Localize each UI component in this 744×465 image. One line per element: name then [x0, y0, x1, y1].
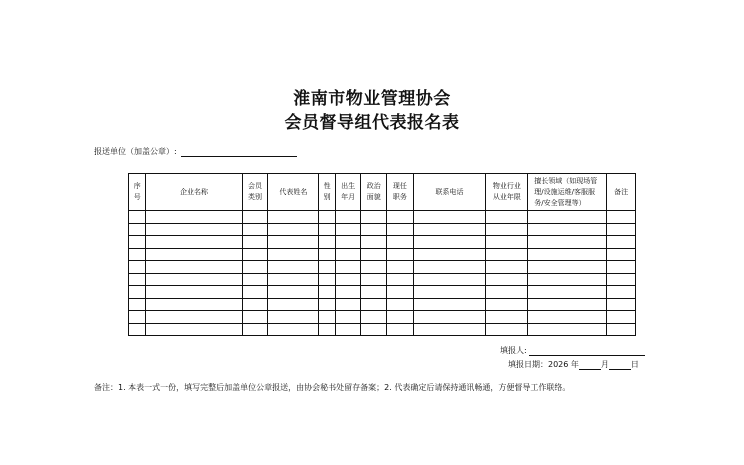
table-cell[interactable]	[486, 248, 528, 261]
header-position: 现任职务	[387, 174, 414, 211]
table-cell[interactable]	[413, 298, 486, 311]
table-cell[interactable]	[387, 286, 414, 299]
table-row	[129, 323, 636, 336]
table-cell[interactable]	[387, 323, 414, 336]
header-rep-name: 代表姓名	[268, 174, 319, 211]
month-label: 月	[600, 360, 609, 369]
filler-blank-line[interactable]	[529, 345, 645, 356]
date-row	[508, 358, 645, 370]
table-cell[interactable]	[486, 261, 528, 274]
filler-row	[500, 344, 645, 356]
table-cell[interactable]	[607, 211, 636, 224]
table-cell[interactable]	[387, 311, 414, 324]
table-cell[interactable]	[486, 211, 528, 224]
table-cell[interactable]	[387, 211, 414, 224]
table-cell[interactable]	[319, 323, 335, 336]
header-expertise: 擅长领域（如现场管理/设施运维/客服服务/安全管理等）	[528, 174, 607, 211]
table-cell[interactable]	[268, 211, 319, 224]
table-cell[interactable]	[319, 298, 335, 311]
table-cell[interactable]	[129, 223, 146, 236]
table-cell[interactable]	[387, 298, 414, 311]
table-cell[interactable]	[413, 323, 486, 336]
table-cell[interactable]	[528, 273, 607, 286]
table-cell[interactable]	[528, 211, 607, 224]
table-cell[interactable]	[413, 223, 486, 236]
header-political-status: 政治面貌	[361, 174, 387, 211]
month-blank-line[interactable]	[579, 359, 601, 370]
table-cell[interactable]	[268, 311, 319, 324]
table-cell[interactable]	[387, 223, 414, 236]
table-cell[interactable]	[486, 286, 528, 299]
unit-field	[94, 146, 297, 157]
header-member-type: 会员类别	[242, 174, 268, 211]
table-cell[interactable]	[146, 311, 242, 324]
table-cell[interactable]	[413, 273, 486, 286]
table-cell[interactable]	[528, 323, 607, 336]
table-cell[interactable]	[129, 286, 146, 299]
table-cell[interactable]	[268, 248, 319, 261]
table-cell[interactable]	[387, 236, 414, 249]
table-cell[interactable]	[335, 311, 361, 324]
table-cell[interactable]	[335, 273, 361, 286]
table-cell[interactable]	[146, 286, 242, 299]
table-cell[interactable]	[361, 248, 387, 261]
table-cell[interactable]	[528, 261, 607, 274]
table-cell[interactable]	[319, 261, 335, 274]
table-cell[interactable]	[146, 261, 242, 274]
table-row	[129, 273, 636, 286]
table-cell[interactable]	[319, 286, 335, 299]
unit-label: 报送单位（加盖公章）:	[94, 147, 177, 156]
table-cell[interactable]	[413, 311, 486, 324]
table-cell[interactable]	[146, 273, 242, 286]
table-cell[interactable]	[335, 286, 361, 299]
header-company-name: 企业名称	[146, 174, 242, 211]
title-line-1: 淮南市物业管理协会	[293, 89, 451, 109]
table-cell[interactable]	[242, 323, 268, 336]
table-cell[interactable]	[268, 273, 319, 286]
table-cell[interactable]	[129, 311, 146, 324]
table-cell[interactable]	[335, 261, 361, 274]
table-cell[interactable]	[146, 236, 242, 249]
table-cell[interactable]	[607, 248, 636, 261]
table-cell[interactable]	[268, 236, 319, 249]
table-cell[interactable]	[486, 311, 528, 324]
table-cell[interactable]	[242, 286, 268, 299]
table-cell[interactable]	[486, 236, 528, 249]
table-cell[interactable]	[607, 323, 636, 336]
table-cell[interactable]	[319, 236, 335, 249]
table-cell[interactable]	[607, 273, 636, 286]
table-cell[interactable]	[486, 223, 528, 236]
table-cell[interactable]	[129, 261, 146, 274]
table-cell[interactable]	[335, 298, 361, 311]
table-cell[interactable]	[361, 298, 387, 311]
table-cell[interactable]	[242, 261, 268, 274]
table-cell[interactable]	[242, 236, 268, 249]
table-cell[interactable]	[335, 323, 361, 336]
table-cell[interactable]	[486, 323, 528, 336]
table-cell[interactable]	[146, 248, 242, 261]
table-cell[interactable]	[413, 211, 486, 224]
table-row	[129, 236, 636, 249]
table-cell[interactable]	[319, 248, 335, 261]
table-cell[interactable]	[361, 323, 387, 336]
table-row	[129, 261, 636, 274]
table-cell[interactable]	[528, 298, 607, 311]
table-cell[interactable]	[242, 211, 268, 224]
table-cell[interactable]	[129, 298, 146, 311]
header-birth: 出生年月	[335, 174, 361, 211]
table-body	[129, 211, 636, 336]
date-label: 填报日期：2026 年	[508, 360, 579, 369]
table-row	[129, 211, 636, 224]
table-cell[interactable]	[361, 286, 387, 299]
table-cell[interactable]	[528, 311, 607, 324]
table-cell[interactable]	[268, 298, 319, 311]
table-cell[interactable]	[242, 273, 268, 286]
table-cell[interactable]	[361, 223, 387, 236]
table-cell[interactable]	[242, 223, 268, 236]
header-gender: 性别	[319, 174, 335, 211]
table-cell[interactable]	[129, 273, 146, 286]
table-cell[interactable]	[528, 286, 607, 299]
header-no: 序号	[129, 174, 146, 211]
table-cell[interactable]	[146, 223, 242, 236]
table-cell[interactable]	[129, 323, 146, 336]
unit-blank-line[interactable]	[181, 146, 297, 157]
header-row	[129, 174, 636, 211]
table-cell[interactable]	[361, 211, 387, 224]
table-cell[interactable]	[268, 223, 319, 236]
table-cell[interactable]	[268, 261, 319, 274]
table-cell[interactable]	[528, 223, 607, 236]
table-cell[interactable]	[319, 223, 335, 236]
table-cell[interactable]	[413, 261, 486, 274]
table-cell[interactable]	[607, 236, 636, 249]
table-cell[interactable]	[361, 236, 387, 249]
table-cell[interactable]	[413, 248, 486, 261]
table-cell[interactable]	[268, 286, 319, 299]
table-cell[interactable]	[242, 298, 268, 311]
header-remarks: 备注	[607, 174, 636, 211]
table-cell[interactable]	[486, 298, 528, 311]
footnote: 备注：1. 本表一式一份，填写完整后加盖单位公章报送，由协会秘书处留存备案；2. 代表确定后请保持通讯畅通，方便督导工作联络。	[94, 383, 571, 392]
table-cell[interactable]	[242, 311, 268, 324]
table-cell[interactable]	[319, 211, 335, 224]
table-cell[interactable]	[146, 211, 242, 224]
table-row	[129, 223, 636, 236]
table-cell[interactable]	[319, 273, 335, 286]
table-row	[129, 286, 636, 299]
table-row	[129, 298, 636, 311]
table-cell[interactable]	[607, 311, 636, 324]
filler-label: 填报人:	[500, 346, 527, 355]
header-phone: 联系电话	[413, 174, 486, 211]
filler-block	[500, 344, 645, 370]
table-row	[129, 248, 636, 261]
table-cell[interactable]	[387, 248, 414, 261]
table-cell[interactable]	[129, 211, 146, 224]
registration-table	[128, 173, 636, 336]
table-cell[interactable]	[146, 298, 242, 311]
table-cell[interactable]	[268, 323, 319, 336]
day-blank-line[interactable]	[609, 359, 631, 370]
table-cell[interactable]	[242, 248, 268, 261]
table-cell[interactable]	[607, 298, 636, 311]
table-cell[interactable]	[413, 236, 486, 249]
table-cell[interactable]	[129, 236, 146, 249]
title-line-2: 会员督导组代表报名表	[284, 113, 460, 133]
table-cell[interactable]	[607, 286, 636, 299]
table-cell[interactable]	[528, 248, 607, 261]
table-cell[interactable]	[335, 223, 361, 236]
table-cell[interactable]	[486, 273, 528, 286]
table-cell[interactable]	[361, 261, 387, 274]
table-cell[interactable]	[335, 211, 361, 224]
table-cell[interactable]	[335, 248, 361, 261]
table-row	[129, 311, 636, 324]
table-cell[interactable]	[361, 311, 387, 324]
table-cell[interactable]	[319, 311, 335, 324]
table-cell[interactable]	[413, 286, 486, 299]
table-cell[interactable]	[607, 261, 636, 274]
table-cell[interactable]	[387, 261, 414, 274]
table-cell[interactable]	[361, 273, 387, 286]
table-cell[interactable]	[335, 236, 361, 249]
header-years: 物业行业从业年限	[486, 174, 528, 211]
table-cell[interactable]	[607, 223, 636, 236]
day-label: 日	[630, 360, 639, 369]
table-cell[interactable]	[129, 248, 146, 261]
table-cell[interactable]	[387, 273, 414, 286]
table-cell[interactable]	[146, 323, 242, 336]
table-cell[interactable]	[528, 236, 607, 249]
